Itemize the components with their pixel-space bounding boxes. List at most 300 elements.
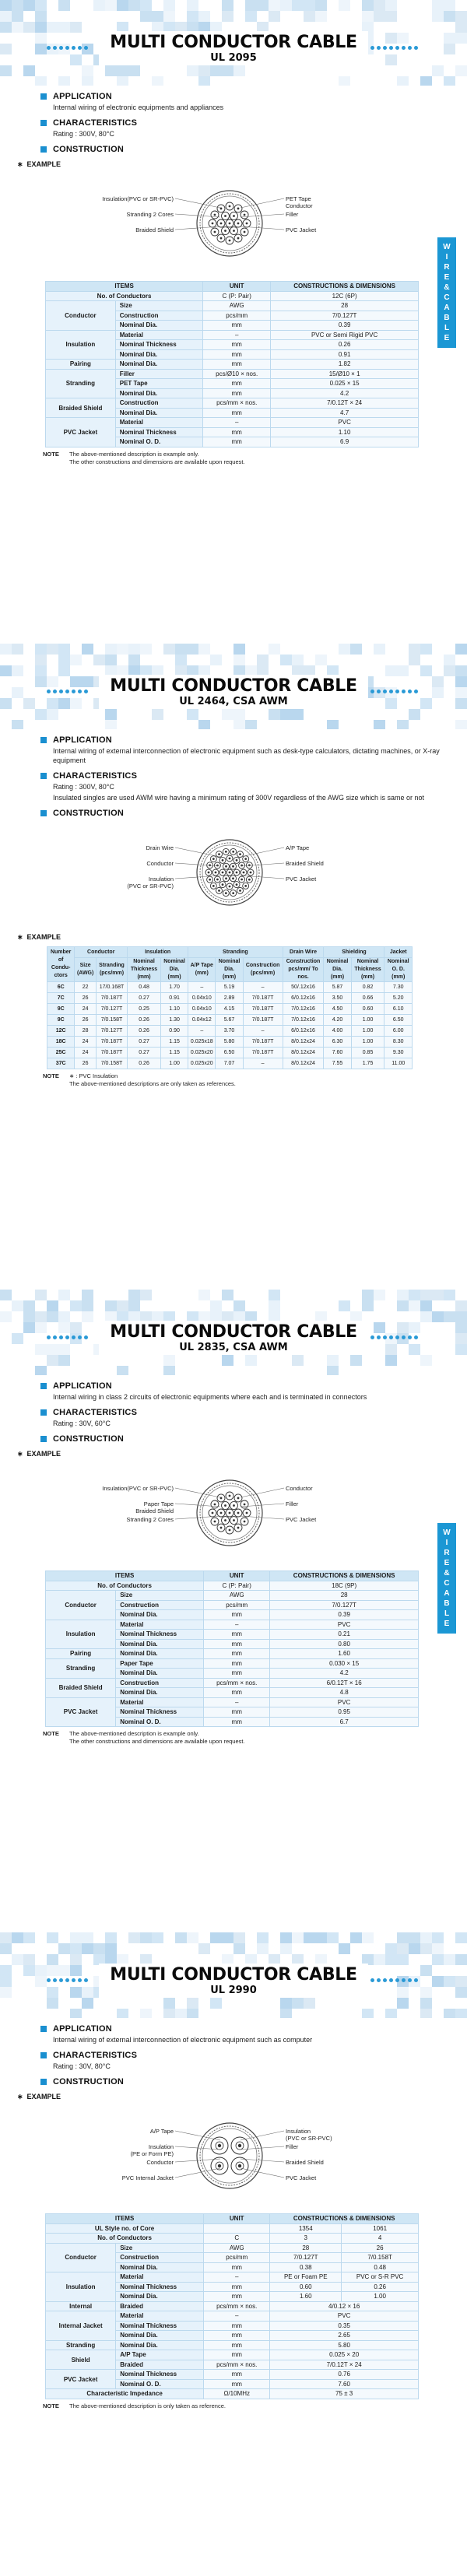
section-square-icon	[40, 1436, 47, 1442]
row-item: Filler	[115, 369, 202, 379]
row-category: Conductor	[46, 301, 116, 331]
core-conductor	[208, 872, 210, 874]
row-value: 4.7	[271, 408, 419, 418]
row-unit: mm	[204, 2292, 270, 2302]
col-header: ITEMS	[46, 2214, 204, 2224]
tab-letter: E	[444, 334, 450, 342]
note-line: The above-mentioned description is example only.	[69, 1730, 199, 1737]
mosaic-tile	[105, 1300, 117, 1311]
section-block	[0, 1381, 467, 1402]
table-wrap	[0, 281, 467, 447]
mosaic-tile	[385, 0, 397, 11]
col-header: UNIT	[204, 2214, 270, 2224]
section-square-icon	[40, 2052, 47, 2058]
catalog-section	[0, 1932, 467, 2576]
row-unit: AWG	[204, 1591, 270, 1601]
table-cell: 7/0.127T	[96, 1026, 127, 1037]
note-body	[69, 1730, 245, 1746]
core-conductor	[237, 223, 240, 225]
mosaic-tile	[117, 76, 128, 86]
tab-letter: I	[445, 1539, 448, 1547]
mosaic-tile	[128, 1932, 140, 1943]
mosaic-tile	[304, 11, 315, 22]
mosaic-tile	[444, 655, 455, 665]
col-subheader: Nominal O. D. (mm)	[384, 958, 413, 982]
table-cell: 7/0.158T	[96, 1015, 127, 1026]
row-value: 7/0.127T	[271, 311, 419, 321]
core-conductor	[250, 872, 252, 874]
row-item: Nominal Thickness	[116, 2370, 204, 2380]
row-category: Stranding	[46, 369, 116, 398]
mosaic-tile	[455, 65, 467, 76]
core-conductor	[220, 1512, 223, 1514]
title-box	[99, 1321, 368, 1355]
table-row	[46, 2234, 419, 2244]
mosaic-tile	[397, 720, 409, 729]
core-conductor	[239, 853, 241, 855]
table-cell: 6.30	[324, 1037, 351, 1048]
row-conductors: 7C	[47, 993, 75, 1004]
tab-letter: B	[444, 1599, 450, 1608]
table-row	[46, 330, 419, 340]
mosaic-tile	[269, 1300, 280, 1311]
core-conductor	[229, 240, 231, 242]
mosaic-tile	[35, 1366, 47, 1375]
mosaic-tile	[105, 1932, 117, 1943]
row-unit: mm	[204, 2262, 270, 2272]
section-block	[0, 145, 467, 154]
table-cell: 0.025x20	[188, 1058, 216, 1069]
diagram-label-right: PVC Jacket	[286, 226, 317, 233]
table-cell: 8/0.12x24	[283, 1037, 324, 1048]
table-row	[47, 1058, 413, 1069]
mosaic-tile	[175, 2009, 187, 2018]
row-label: No. of Conductors	[46, 291, 203, 301]
row-value: 28	[270, 2243, 342, 2253]
catalog-section	[0, 1290, 467, 1932]
mosaic-tile	[163, 644, 175, 655]
section-block	[0, 809, 467, 818]
mosaic-tile	[140, 11, 152, 22]
row-item: Nominal Dia.	[116, 1639, 204, 1649]
table-cell: 6/0.12x16	[283, 993, 324, 1004]
row-category: Braided Shield	[46, 398, 116, 418]
mosaic-tile	[269, 0, 280, 11]
row-value: 4	[342, 2234, 419, 2244]
table-cell: 50/.12x16	[283, 982, 324, 993]
core-conductor	[229, 872, 231, 874]
row-unit: pcs/mm × nos.	[204, 2360, 270, 2370]
table-row	[47, 1004, 413, 1015]
title-wrap	[0, 1321, 467, 1355]
row-value: 4.8	[270, 1688, 419, 1698]
col-header: Jacket	[384, 947, 413, 958]
mosaic-tile	[140, 2009, 152, 2018]
col-header: CONSTRUCTIONS & DIMENSIONS	[270, 2214, 419, 2224]
row-category: Stranding	[46, 2340, 116, 2350]
mosaic-tile	[420, 1300, 432, 1311]
tab-letter: &	[444, 1569, 450, 1578]
row-item: Nominal O. D.	[116, 2379, 204, 2389]
mosaic-tile	[47, 1355, 58, 1366]
table-cell: 5.80	[216, 1037, 243, 1048]
table-cell: 6.00	[384, 1026, 413, 1037]
mosaic-tile	[234, 1932, 245, 1943]
wire-cable-tab	[437, 237, 456, 348]
row-value: PE or Foam PE	[270, 2272, 342, 2283]
mosaic-tile	[105, 709, 117, 720]
tab-letter: L	[444, 1609, 450, 1618]
mosaic-tile	[455, 720, 467, 729]
mosaic-tile	[420, 1290, 432, 1300]
row-category: Insulation	[46, 330, 116, 360]
mosaic-tile	[105, 720, 117, 729]
mosaic-tile	[222, 1932, 234, 1943]
section-square-icon	[40, 2026, 47, 2032]
mosaic-tile	[12, 720, 23, 729]
table-cell: 2.89	[216, 993, 243, 1004]
mosaic-tile	[105, 644, 117, 655]
mosaic-tile	[58, 1290, 70, 1300]
mosaic-tile	[292, 1932, 304, 1943]
mosaic-tile	[93, 1943, 105, 1954]
row-value: 1354	[270, 2223, 342, 2234]
row-unit: mm	[203, 379, 271, 389]
row-conductors: 6C	[47, 982, 75, 993]
row-value: 1.82	[271, 360, 419, 370]
mosaic-tile	[58, 1943, 70, 1954]
core-conductor	[244, 885, 247, 887]
tab-letter: A	[444, 304, 450, 312]
section-heading	[40, 735, 467, 745]
tab-letter: E	[444, 273, 450, 282]
core-conductor	[246, 223, 248, 225]
table-cell: 24	[75, 1048, 97, 1058]
row-item: Nominal Dia.	[116, 2340, 204, 2350]
table-cell: 0.27	[128, 1048, 161, 1058]
mosaic-tile	[257, 1932, 269, 1943]
table-row	[46, 360, 419, 370]
mosaic-tile	[23, 65, 35, 76]
table-row	[46, 1697, 419, 1707]
mosaic-tile	[362, 11, 374, 22]
table-row	[46, 398, 419, 409]
mosaic-tile	[35, 76, 47, 86]
section-heading	[40, 145, 467, 154]
core-conductor	[212, 1512, 214, 1514]
mosaic-tile	[420, 1943, 432, 1954]
core-conductor	[244, 231, 246, 233]
row-value: 4.2	[270, 1669, 419, 1679]
tab-letter: &	[444, 283, 450, 292]
jacket-outline	[197, 2123, 262, 2188]
table-wrap	[0, 2213, 467, 2399]
mosaic-tile	[257, 0, 269, 11]
row-unit: C (P: Pair)	[204, 1581, 270, 1591]
mosaic-tile	[374, 720, 385, 729]
bullet-icon: ∗	[17, 160, 23, 168]
table-cell: 0.27	[128, 993, 161, 1004]
table-row	[46, 2223, 419, 2234]
core-conductor	[214, 214, 216, 216]
mosaic-tile	[432, 1943, 444, 1954]
section-header	[0, 644, 467, 729]
section-square-icon	[40, 773, 47, 779]
col-header: CONSTRUCTIONS & DIMENSIONS	[270, 1571, 419, 1581]
note	[43, 1072, 467, 1088]
table-cell: 24	[75, 1037, 97, 1048]
table-cell: 7.55	[324, 1058, 351, 1069]
table-cell: 17/0.168T	[96, 982, 127, 993]
section-title: APPLICATION	[53, 2024, 112, 2034]
section-heading	[40, 1408, 467, 1417]
section-text: Internal wiring of external interconnection of electronic equipment such as computer	[53, 2036, 313, 2044]
mosaic-tile	[280, 1943, 292, 1954]
row-value: 75 ± 3	[270, 2389, 419, 2399]
row-unit: Ω/10MHz	[204, 2389, 270, 2399]
table-cell: 0.04x10	[188, 993, 216, 1004]
mosaic-tile	[198, 1290, 210, 1300]
mosaic-tile	[385, 1355, 397, 1366]
row-label: Characteristic Impedance	[46, 2389, 204, 2399]
mosaic-tile	[187, 11, 198, 22]
mosaic-tile	[82, 1932, 93, 1943]
table-row	[47, 982, 413, 993]
table-cell: 7/0.127T	[96, 1004, 127, 1015]
table-row	[46, 2389, 419, 2399]
mosaic-tile	[128, 0, 140, 11]
row-value: 7/0.158T	[342, 2253, 419, 2263]
mosaic-tile	[152, 1932, 163, 1943]
table-row	[46, 2350, 419, 2360]
mosaic-tile	[210, 65, 222, 76]
mosaic-tile	[140, 0, 152, 11]
row-category: PVC Jacket	[46, 2370, 116, 2389]
row-item: Nominal O. D.	[115, 437, 202, 447]
row-item: Nominal Thickness	[115, 427, 202, 437]
row-conductors: 25C	[47, 1048, 75, 1058]
mosaic-tile	[339, 1943, 350, 1954]
core-conductor	[220, 237, 223, 240]
row-conductors: 18C	[47, 1037, 75, 1048]
bullet-icon: ∗	[17, 1450, 23, 1458]
mosaic-tile	[70, 1943, 82, 1954]
table-cell: 26	[75, 1058, 97, 1069]
table-cell: 4.50	[324, 1004, 351, 1015]
mosaic-tile	[47, 1998, 58, 2009]
row-item: Construction	[116, 1600, 204, 1610]
section-block	[0, 2077, 467, 2086]
row-value: 1.00	[342, 2292, 419, 2302]
row-category: Conductor	[46, 1591, 116, 1620]
table-cell: 0.85	[351, 1048, 384, 1058]
core-conductor	[229, 886, 231, 888]
core-conductor	[232, 865, 234, 868]
row-value: 12C (6P)	[271, 291, 419, 301]
mosaic-tile	[420, 644, 432, 655]
row-unit: pcs/mm	[203, 311, 271, 321]
core-conductor	[225, 892, 227, 894]
tab-letter: C	[444, 293, 450, 302]
row-item: Nominal Dia.	[115, 408, 202, 418]
row-item: Nominal Dia.	[115, 349, 202, 360]
section-header	[0, 0, 467, 86]
row-value: 3	[270, 2234, 342, 2244]
row-item: Nominal Thickness	[116, 1630, 204, 1640]
bullet-icon: ∗	[17, 2093, 23, 2100]
diagram-label-left: Braided Shield	[135, 1507, 174, 1514]
section-heading	[40, 2077, 467, 2086]
row-value: 7/0.127T	[270, 2253, 342, 2263]
row-value: 28	[271, 301, 419, 311]
table-row	[46, 291, 419, 301]
table-cell: 7/0.187T	[96, 1048, 127, 1058]
row-unit: mm	[204, 2370, 270, 2380]
mosaic-tile	[58, 1355, 70, 1366]
cable-diagram	[0, 1458, 467, 1567]
core-conductor	[220, 1497, 223, 1500]
row-value: 0.38	[270, 2262, 342, 2272]
section-square-icon	[40, 2079, 47, 2085]
mosaic-tile	[374, 11, 385, 22]
section-title: CONSTRUCTION	[53, 809, 125, 818]
table-row	[46, 2311, 419, 2322]
row-item: PET Tape	[115, 379, 202, 389]
table-cell: 0.025x18	[188, 1037, 216, 1048]
mosaic-tile	[420, 2009, 432, 2018]
mosaic-tile	[82, 65, 93, 76]
spec-table	[45, 1571, 419, 1727]
diagram-label-right: PET Tape	[286, 195, 311, 202]
row-category: PVC Jacket	[46, 418, 116, 447]
page-title: MULTI CONDUCTOR CABLE	[110, 1322, 357, 1342]
core-conductor	[238, 2164, 241, 2167]
mosaic-tile	[105, 655, 117, 665]
core-conductor	[232, 851, 234, 853]
mosaic-tile	[152, 76, 163, 86]
row-value: 28	[270, 1591, 419, 1601]
section-block	[0, 771, 467, 802]
core-conductor	[233, 215, 235, 217]
table-cell: –	[188, 982, 216, 993]
row-item: Nominal Dia.	[116, 1610, 204, 1620]
section-square-icon	[40, 810, 47, 816]
core-conductor	[214, 231, 216, 233]
spec-table	[45, 281, 419, 447]
row-unit: AWG	[203, 301, 271, 311]
table-cell: 1.00	[351, 1015, 384, 1026]
table-cell: 0.82	[351, 982, 384, 993]
table-cell: 1.75	[351, 1058, 384, 1069]
mosaic-tile	[58, 76, 70, 86]
mosaic-tile	[444, 1290, 455, 1300]
diagram-label-left: Stranding 2 Cores	[126, 1516, 174, 1523]
row-unit: mm	[204, 2321, 270, 2331]
mosaic-tile	[397, 76, 409, 86]
mosaic-tile	[444, 76, 455, 86]
mosaic-tile	[362, 2009, 374, 2018]
row-value: PVC or Semi Rigid PVC	[271, 330, 419, 340]
table-cell: 0.04x12	[188, 1015, 216, 1026]
mosaic-tile	[292, 1998, 304, 2009]
page-title: MULTI CONDUCTOR CABLE	[110, 676, 357, 696]
row-value: 6.9	[271, 437, 419, 447]
row-value: 4.2	[271, 388, 419, 398]
row-conductors: 9C	[47, 1015, 75, 1026]
section-heading	[40, 1434, 467, 1444]
tab-letter: L	[444, 324, 450, 332]
table-subheader-row	[47, 958, 413, 982]
mosaic-tile	[222, 65, 234, 76]
core-conductor	[215, 872, 217, 874]
row-value: 7/0.12T × 24	[271, 398, 419, 409]
mosaic-tile	[397, 1932, 409, 1943]
core-conductor	[244, 1521, 246, 1523]
core-conductor	[214, 1504, 216, 1506]
row-value: 0.26	[342, 2282, 419, 2292]
col-header: CONSTRUCTIONS & DIMENSIONS	[271, 282, 419, 292]
diagram-label-right: Filler	[286, 2143, 299, 2150]
mosaic-tile	[175, 1932, 187, 1943]
table-cell: 7/0.187T	[96, 993, 127, 1004]
mosaic-tile	[82, 1290, 93, 1300]
row-unit: C	[204, 2234, 270, 2244]
mosaic-tile	[257, 1943, 269, 1954]
section-block	[0, 118, 467, 139]
mosaic-tile	[117, 65, 128, 76]
table-cell: 0.26	[128, 1058, 161, 1069]
mosaic-tile	[0, 65, 12, 76]
section-text: Rating : 300V, 80°C	[53, 130, 114, 138]
note-body	[69, 1072, 236, 1088]
col-subheader: Nominal Thickness (mm)	[351, 958, 384, 982]
row-unit: mm	[204, 2331, 270, 2341]
mosaic-tile	[222, 709, 234, 720]
row-item: Nominal Dia.	[115, 321, 202, 331]
col-subheader: Size (AWG)	[75, 958, 97, 982]
section-text-2: Insulated singles are used AWM wire having a minimum rating of 300V regardless of the AWG size which is same or not	[53, 794, 425, 802]
row-value: 0.26	[271, 340, 419, 350]
mosaic-tile	[315, 11, 327, 22]
example-label	[17, 2093, 467, 2101]
mosaic-tile	[117, 1300, 128, 1311]
mosaic-tile	[409, 1290, 420, 1300]
section-text: Internal wiring in class 2 circuits of electronic equipments where each and is terminated in connectors	[53, 1393, 367, 1401]
diagram-label-right: PVC Jacket	[286, 2174, 317, 2181]
table-cell: 0.26	[128, 1026, 161, 1037]
section-heading	[40, 771, 467, 781]
row-unit: mm	[203, 340, 271, 350]
row-unit: mm	[204, 2379, 270, 2389]
mosaic-tile	[234, 1943, 245, 1954]
row-value: 0.76	[270, 2370, 419, 2380]
tab-letter: R	[444, 263, 450, 272]
mosaic-tile	[187, 0, 198, 11]
example-label	[17, 160, 467, 169]
mosaic-tile	[198, 644, 210, 655]
row-value: 26	[342, 2243, 419, 2253]
row-value: 5.80	[270, 2340, 419, 2350]
note	[43, 2402, 467, 2410]
row-item: Nominal Dia.	[116, 2262, 204, 2272]
mosaic-tile	[432, 65, 444, 76]
core-conductor	[220, 1527, 223, 1529]
section-block	[0, 1408, 467, 1428]
section-text: Rating : 300V, 80°C	[53, 783, 114, 791]
core-conductor	[212, 223, 214, 225]
row-item: Material	[116, 1620, 204, 1630]
row-unit: pcs/mm	[204, 2253, 270, 2263]
